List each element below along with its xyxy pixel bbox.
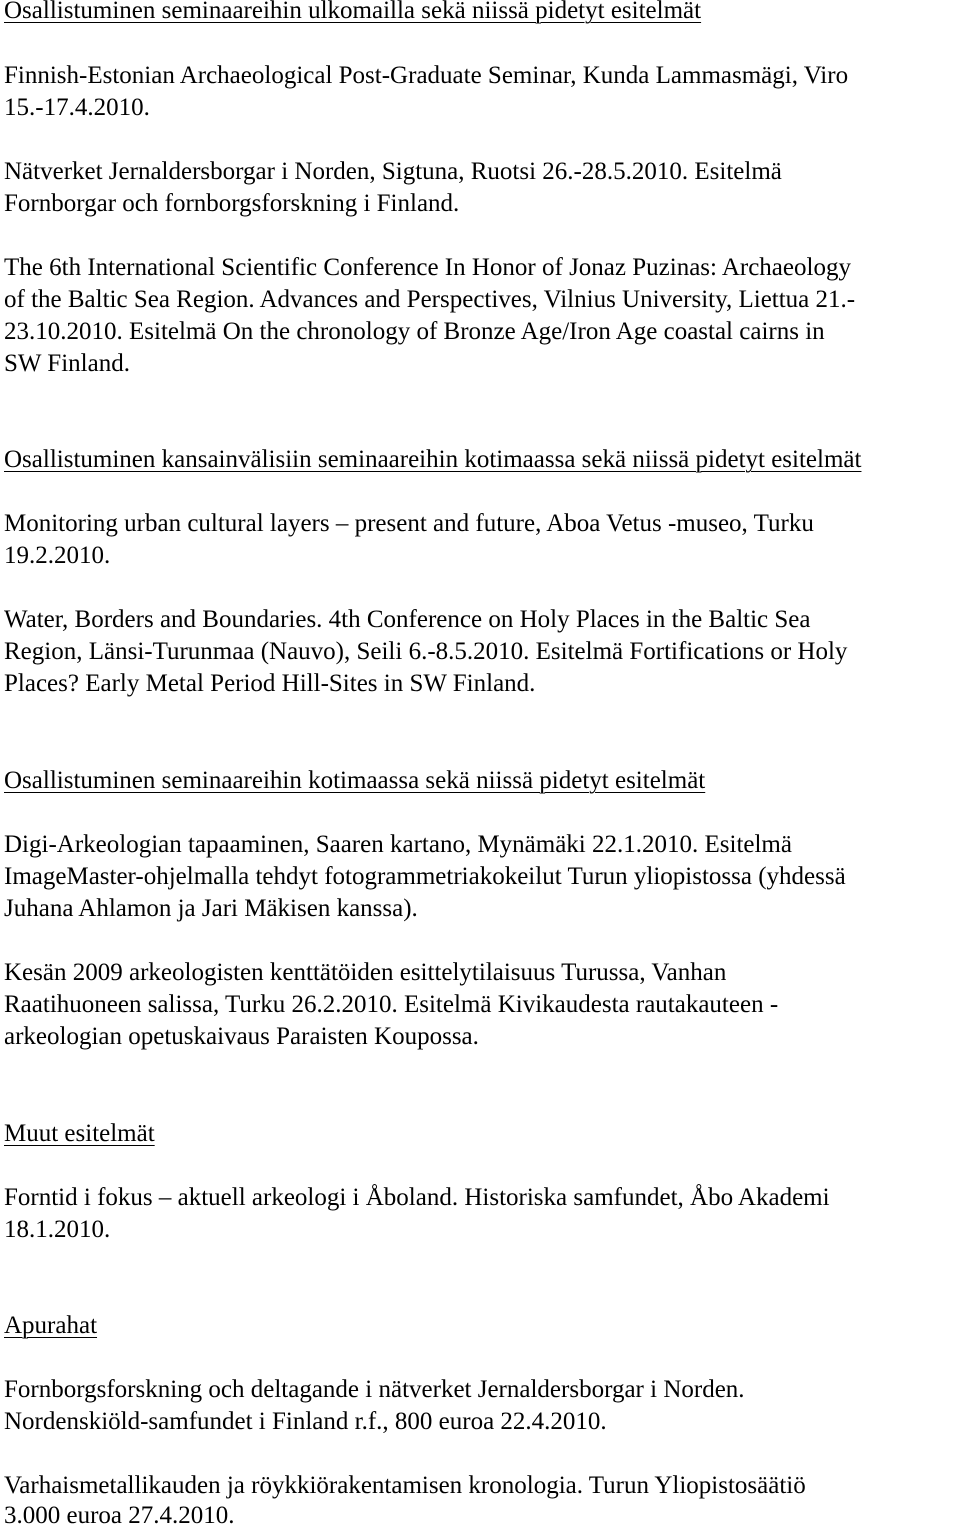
entry-line: SW Finland. <box>4 350 130 377</box>
entry-line: 15.-17.4.2010. <box>4 94 150 121</box>
entry-line: Fornborgar och fornborgsforskning i Finland. <box>4 190 460 217</box>
entry-line: 3.000 euroa 27.4.2010. <box>4 1502 235 1529</box>
entry-line: Nordenskiöld-samfundet i Finland r.f., 800 euroa 22.4.2010. <box>4 1408 607 1435</box>
section-heading: Osallistuminen seminaareihin kotimaassa sekä niissä pidetyt esitelmät <box>4 767 706 794</box>
section-heading: Osallistuminen kansainvälisiin seminaareihin kotimaassa sekä niissä pidetyt esitelmät <box>4 446 862 473</box>
entry-line: ImageMaster-ohjelmalla tehdyt fotogrammetriakokeilut Turun yliopistossa (yhdessä <box>4 863 846 890</box>
entry-line: Water, Borders and Boundaries. 4th Conference on Holy Places in the Baltic Sea <box>4 606 811 633</box>
entry-line: Digi-Arkeologian tapaaminen, Saaren kartano, Mynämäki 22.1.2010. Esitelmä <box>4 831 792 858</box>
entry-line: 19.2.2010. <box>4 542 111 569</box>
entry-line: Raatihuoneen salissa, Turku 26.2.2010. Esitelmä Kivikaudesta rautakauteen - <box>4 991 779 1018</box>
entry-line: The 6th International Scientific Conference In Honor of Jonaz Puzinas: Archaeology <box>4 254 851 281</box>
section-heading: Osallistuminen seminaareihin ulkomailla sekä niissä pidetyt esitelmät <box>4 0 702 24</box>
entry-line: Region, Länsi-Turunmaa (Nauvo), Seili 6.-8.5.2010. Esitelmä Fortifications or Holy <box>4 638 848 665</box>
entry-line: Finnish-Estonian Archaeological Post-Graduate Seminar, Kunda Lammasmägi, Viro <box>4 62 849 89</box>
entry-line: Varhaismetallikauden ja röykkiörakentamisen kronologia. Turun Yliopistosäätiö <box>4 1472 806 1499</box>
entry-line: Places? Early Metal Period Hill-Sites in SW Finland. <box>4 670 536 697</box>
entry-line: Fornborgsforskning och deltagande i nätverket Jernaldersborgar i Norden. <box>4 1376 745 1403</box>
entry-line: arkeologian opetuskaivaus Paraisten Koupossa. <box>4 1023 479 1050</box>
entry-line: Nätverket Jernaldersborgar i Norden, Sigtuna, Ruotsi 26.-28.5.2010. Esitelmä <box>4 158 782 185</box>
entry-line: Monitoring urban cultural layers – present and future, Aboa Vetus -museo, Turku <box>4 510 814 537</box>
section-heading: Muut esitelmät <box>4 1120 155 1147</box>
entry-line: Kesän 2009 arkeologisten kenttätöiden esittelytilaisuus Turussa, Vanhan <box>4 959 727 986</box>
entry-line: of the Baltic Sea Region. Advances and Perspectives, Vilnius University, Liettua 21.- <box>4 286 856 313</box>
entry-line: 18.1.2010. <box>4 1216 111 1243</box>
section-heading: Apurahat <box>4 1312 98 1339</box>
entry-line: Juhana Ahlamon ja Jari Mäkisen kanssa). <box>4 895 418 922</box>
entry-line: Forntid i fokus – aktuell arkeologi i Åboland. Historiska samfundet, Åbo Akademi <box>4 1184 830 1211</box>
entry-line: 23.10.2010. Esitelmä On the chronology of Bronze Age/Iron Age coastal cairns in <box>4 318 825 345</box>
